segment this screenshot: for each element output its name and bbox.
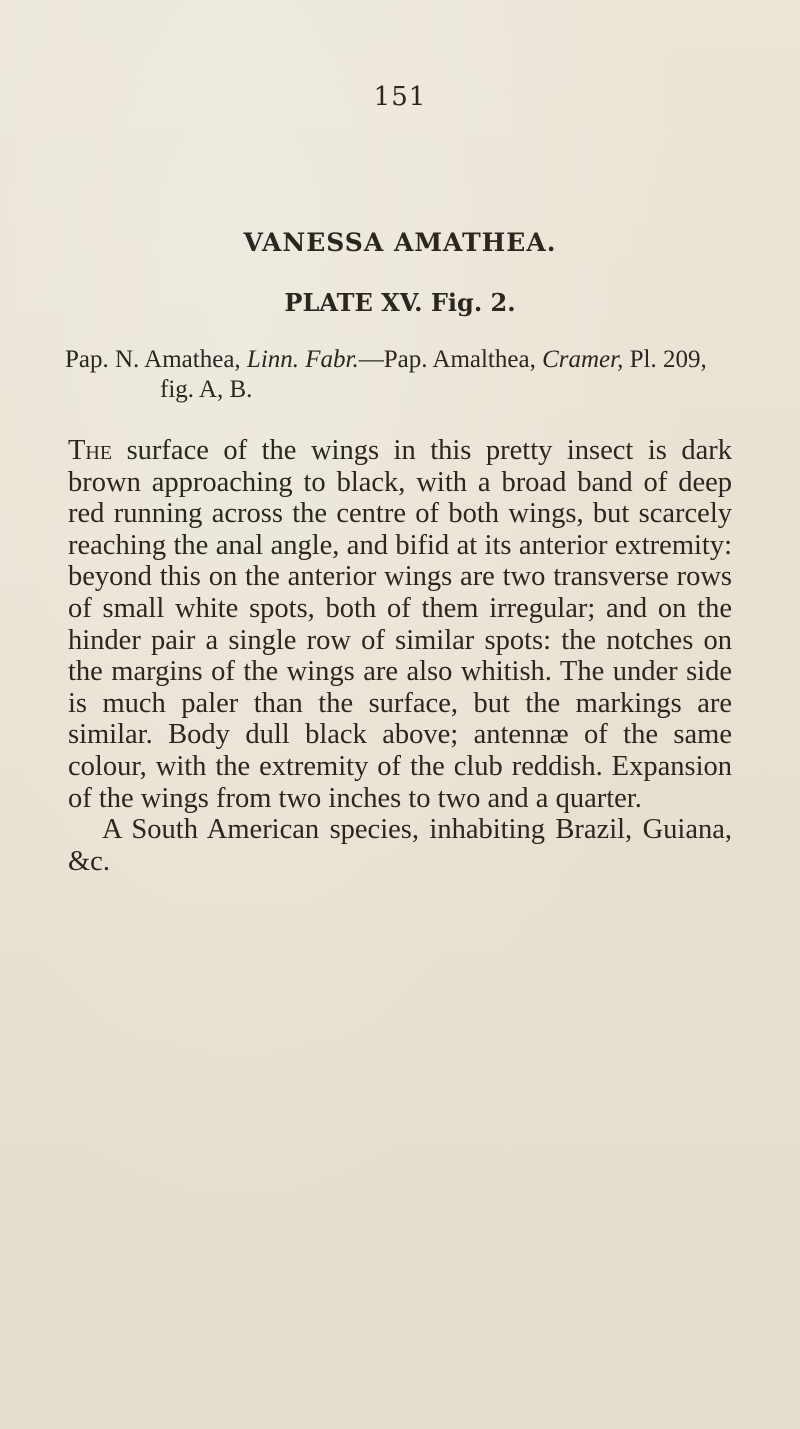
description-text [68,435,732,877]
plate-reference: PLATE XV. Fig. 2. [284,288,516,317]
synonymy-alt-name: —Pap. Amalthea, [358,346,536,373]
description-paragraph-2: A South American species, inhabiting Brazil, Guiana, &c. [68,814,732,877]
paragraph-1-text: surface of the wings in this pretty insect is dark brown approaching to black, with a broad band of deep red running across the centre of both wings, but scarcely reaching the anal angle, and bifid at its anterior extremity: beyond this on the anterior wings are two transverse rows of small white spots, both of them irregular; and on the hinder pair a single row of similar spots: the notches on the margins of the wings are also whitish. The under side is much paler than the surface, but the markings are similar. Body dull black above; antennæ of the same colour, with the extremity of the club reddish. Expansion of the wings from two inches to two and a quarter. [68,435,733,814]
synonymy-authority-cramer: Cramer, [542,346,624,373]
page-number: 151 [373,82,427,112]
species-title: VANESSA AMATHEA. [243,228,557,257]
description-paragraph-1 [68,435,732,814]
synonymy [65,345,720,405]
lead-word: The [68,435,113,466]
synonymy-name: Pap. N. Amathea, [65,346,241,373]
synonymy-plate-ref: Pl. 209, fig. A, B. [160,346,707,403]
synonymy-authority-fabr: Fabr. [305,346,359,373]
synonymy-authority-linn: Linn. [246,346,300,373]
